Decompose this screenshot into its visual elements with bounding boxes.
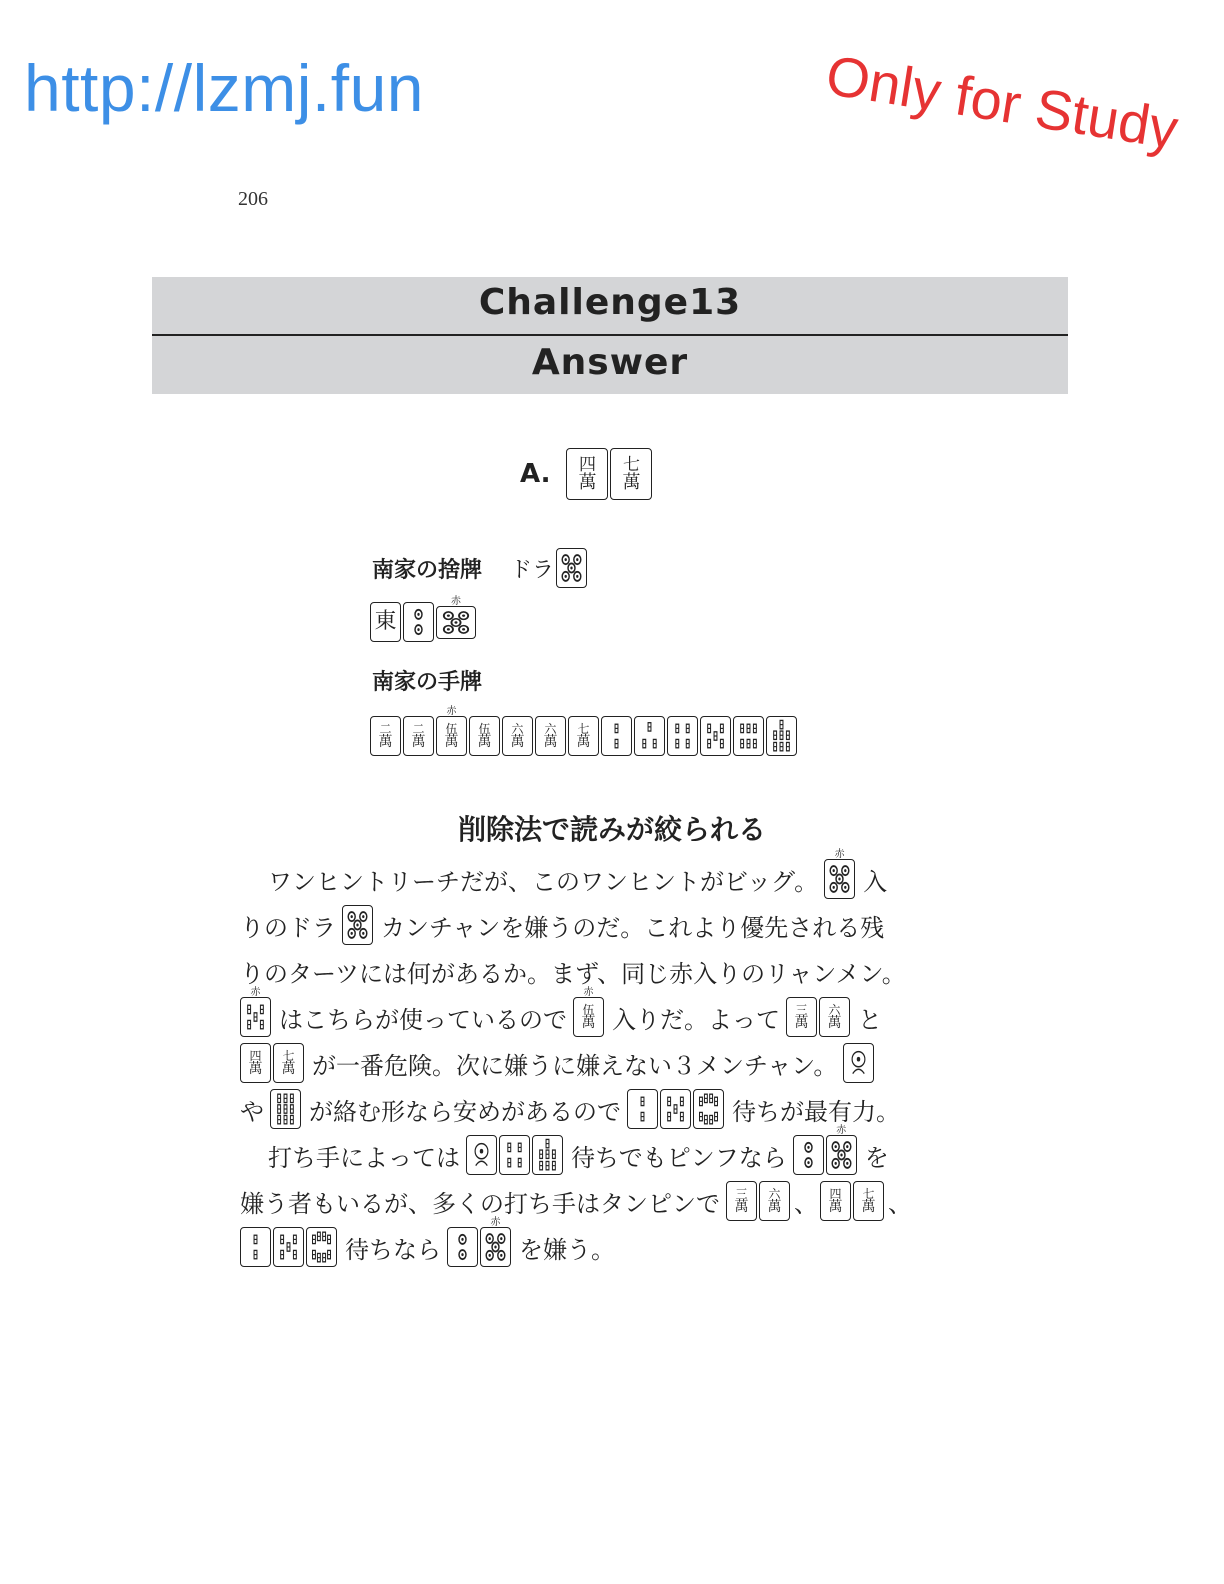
inline-tile (306, 1227, 337, 1267)
inline-tile (240, 1227, 271, 1267)
body-text-segment: はこちらが使っているので (279, 1005, 567, 1034)
body-text-segment: や (240, 1097, 264, 1126)
aka-mark: 赤 (451, 595, 461, 607)
inline-tile: 六 萬 (819, 997, 850, 1037)
body-text-segment: 待ちが最有力。 (732, 1097, 900, 1126)
aka-mark: 赤 (583, 987, 594, 998)
body-text-segment: と (858, 1005, 882, 1034)
body-text-segment: りのドラ (240, 913, 336, 942)
watermark-study: Only for Study (821, 42, 1183, 161)
hand-tile: 伍 萬 赤 (436, 716, 467, 756)
aka-mark: 赤 (490, 1217, 501, 1228)
banner-subtitle: Answer (531, 342, 689, 383)
inline-tile: 七 萬 (853, 1181, 884, 1221)
body-text-segment: 入 (863, 867, 888, 896)
aka-mark: 赤 (836, 1125, 847, 1136)
hand-tile: 二 萬 (370, 716, 401, 756)
hand-row (370, 706, 799, 756)
body-text-segment: 入りだ。よって (612, 1005, 780, 1034)
inline-tile: 三 萬 (786, 997, 817, 1037)
body-text-segment: が一番危険。次に嫌うに嫌えない３メンチャン。 (312, 1051, 838, 1080)
aka-mark: 赤 (834, 849, 845, 860)
body-line (240, 1125, 952, 1178)
body-text-segment: 待ちなら (345, 1235, 441, 1264)
body-line (240, 987, 952, 1040)
aka-mark: 赤 (250, 987, 261, 998)
hand-tile: 七 萬 (568, 716, 599, 756)
inline-tile (342, 905, 373, 945)
body-text-segment: 待ちでもピンフなら (571, 1143, 787, 1172)
body-text-segment: りのターツには何があるか。まず、同じ赤入りのリャンメン。 (240, 959, 906, 988)
body-text (240, 849, 952, 1270)
inline-tile: 六 萬 (759, 1181, 790, 1221)
discard-tile-east: 東 (370, 602, 401, 642)
dora-tile (556, 548, 587, 588)
body-text-segment: を (864, 1143, 889, 1172)
hand-tile (700, 716, 731, 756)
inline-tile: 三 萬 (726, 1181, 757, 1221)
inline-tile (240, 987, 271, 1037)
inline-tile (270, 1089, 301, 1129)
watermark-url: http://lzmj.fun (24, 51, 424, 125)
inline-tile (627, 1089, 658, 1129)
inline-tile: 四 萬 (820, 1181, 851, 1221)
inline-tile (693, 1089, 724, 1129)
banner-title: Challenge13 (478, 282, 742, 323)
inline-tile (273, 1227, 304, 1267)
section-subheading: 削除法で読みが絞られる (457, 813, 766, 846)
hand-tile (667, 716, 698, 756)
inline-tile (480, 1217, 511, 1267)
inline-tile (824, 849, 855, 899)
inline-tile (466, 1135, 497, 1175)
inline-tile: 四 萬 (240, 1043, 271, 1083)
inline-tile: 七 萬 (273, 1043, 304, 1083)
discards-label: 南家の捨牌 (372, 557, 483, 583)
hand-tile: 二 萬 (403, 716, 434, 756)
inline-tile (843, 1043, 874, 1083)
answer-tile-4m: 四 萬 (566, 448, 608, 500)
answer-tile-7m: 七 萬 (610, 448, 652, 500)
hand-tile (766, 716, 797, 756)
dora-label: ドラ (510, 557, 555, 583)
hand-label: 南家の手牌 (372, 670, 483, 695)
inline-tile: 伍 萬 赤 (573, 997, 604, 1037)
discards-header (372, 548, 589, 588)
inline-tile (532, 1135, 563, 1175)
hand-tile: 伍 萬 (469, 716, 500, 756)
body-line (240, 849, 952, 902)
hand-tile (601, 716, 632, 756)
discard-tile-5p-aka (436, 595, 476, 639)
hand-tile: 六 萬 (502, 716, 533, 756)
body-text-segment: 嫌う者もいるが、多くの打ち手はタンピンで (240, 1189, 720, 1218)
body-text-segment: 打ち手によっては (268, 1143, 460, 1172)
hand-tile: 六 萬 (535, 716, 566, 756)
inline-tile (660, 1089, 691, 1129)
body-text-segment: カンチャンを嫌うのだ。これより優先される残 (381, 913, 885, 942)
body-line (240, 902, 952, 948)
banner-divider (152, 334, 1068, 336)
discard-tile-2p (403, 602, 434, 642)
inline-tile (826, 1125, 857, 1175)
body-line (240, 1217, 952, 1270)
discard-row (370, 595, 478, 642)
aka-mark: 赤 (446, 706, 457, 717)
body-text-segment: 、 (888, 1189, 912, 1218)
inline-tile (499, 1135, 530, 1175)
inline-tile (793, 1135, 824, 1175)
answer-line (520, 447, 654, 501)
answer-label: A. (520, 459, 551, 489)
body-line (240, 1178, 952, 1224)
body-text-segment: が絡む形なら安めがあるので (309, 1097, 621, 1126)
hand-tile (733, 716, 764, 756)
page-number: 206 (238, 188, 268, 210)
body-text-segment: 、 (794, 1189, 818, 1218)
body-line (240, 1040, 952, 1086)
body-text-segment: ワンヒントリーチだが、このワンヒントがビッグ。 (268, 867, 819, 896)
inline-tile (447, 1227, 478, 1267)
hand-tile (634, 716, 665, 756)
body-text-segment: を嫌う。 (519, 1235, 615, 1264)
title-banner (152, 277, 1068, 394)
